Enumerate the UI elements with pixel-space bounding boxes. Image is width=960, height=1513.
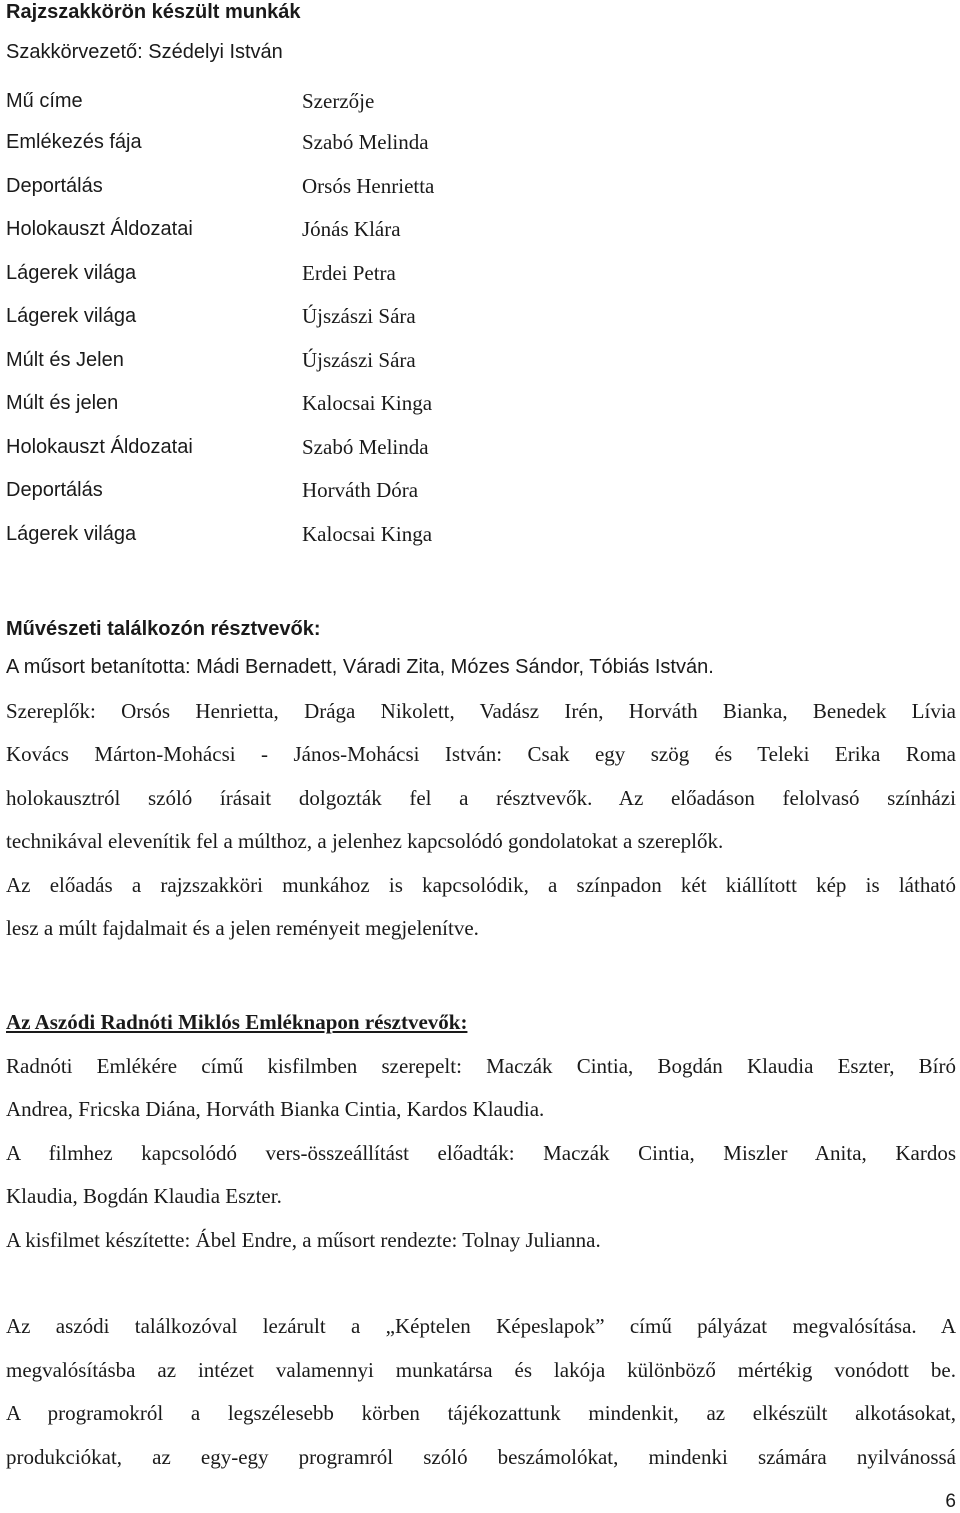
- section-title: Művészeti találkozón résztvevők:: [6, 618, 321, 640]
- work-title: Holokauszt Áldozatai: [6, 435, 193, 458]
- text-line: Radnóti Emlékére című kisfilmben szerepelt: Maczák Cintia, Bogdán Klaudia Eszter, Bíró: [6, 1053, 956, 1078]
- text-line: A kisfilmet készítette: Ábel Endre, a műsort rendezte: Tolnay Julianna.: [6, 1227, 601, 1252]
- work-title: Lágerek világa: [6, 261, 137, 284]
- text-line: lesz a múlt fajdalmait és a jelen reményeit megjelenítve.: [6, 916, 479, 940]
- work-author: Újszászi Sára: [302, 304, 416, 329]
- work-title: Lágerek világa: [6, 305, 137, 328]
- text-line: megvalósításba az intézet valamennyi munkatársa és lakója különböző mértékig vonódott be.: [6, 1357, 956, 1382]
- work-title: Lágerek világa: [6, 522, 137, 545]
- poem-paragraph: [6, 1132, 956, 1219]
- work-author: Erdei Petra: [302, 260, 396, 285]
- section-art-meeting: [6, 612, 956, 951]
- work-title: Deportálás: [6, 174, 103, 197]
- text-line: Az aszódi találkozóval lezárult a „Képtelen Képeslapok” című pályázat megvalósítása. A: [6, 1314, 956, 1338]
- section-radnoti-day: [6, 1001, 956, 1262]
- page-number: 6: [945, 1491, 956, 1512]
- work-author: Orsós Henrietta: [302, 173, 435, 198]
- table-row: [6, 165, 956, 209]
- text-line: A programokról a legszélesebb körben tájékozattunk mindenkit, az elkészült alkotásokat,: [6, 1401, 956, 1425]
- text-line: Szereplők: Orsós Henrietta, Drága Nikolett, Vadász Irén, Horváth Bianka, Benedek Lívia: [6, 698, 956, 723]
- column-header-author: Szerzője: [302, 88, 375, 113]
- cast-paragraph: [6, 690, 956, 864]
- works-table: [6, 121, 956, 556]
- section-title: Rajzszakkörön készült munkák: [6, 1, 301, 23]
- table-row: [6, 252, 956, 296]
- table-row: [6, 426, 956, 470]
- table-row: [6, 382, 956, 426]
- table-row: [6, 469, 956, 513]
- work-author: Kalocsai Kinga: [302, 521, 433, 546]
- text-line: A filmhez kapcsolódó vers-összeállítást előadták: Maczák Cintia, Miszler Anita, Kardos: [6, 1140, 956, 1165]
- work-author: Jónás Klára: [302, 217, 401, 242]
- work-title: Deportálás: [6, 479, 103, 502]
- work-author: Horváth Dóra: [302, 478, 419, 503]
- text-line: produkciókat, az egy-egy programról szóló beszámolókat, mindenki számára nyilvánossá: [6, 1444, 956, 1469]
- closing-paragraph: [6, 1305, 956, 1479]
- work-author: Szabó Melinda: [302, 434, 429, 459]
- text-line: technikával elevenítik fel a múlthoz, a jelenhez kapcsolódó gondolatokat a szereplők.: [6, 829, 724, 853]
- work-title: Emlékezés fája: [6, 131, 142, 154]
- text-line: Klaudia, Bogdán Klaudia Eszter.: [6, 1184, 282, 1208]
- work-author: Újszászi Sára: [302, 347, 416, 372]
- text-line: Kovács Márton-Mohácsi - János-Mohácsi István: Csak egy szög és Teleki Erika Roma: [6, 742, 956, 766]
- works-table-header: [6, 81, 956, 121]
- section-drawing-club: [6, 0, 956, 556]
- work-title: Holokauszt Áldozatai: [6, 218, 193, 241]
- work-author: Kalocsai Kinga: [302, 391, 433, 416]
- taught-by: A műsort betanította: Mádi Bernadett, Váradi Zita, Mózes Sándor, Tóbiás István.: [6, 656, 714, 678]
- credits-paragraph: [6, 1219, 956, 1263]
- table-row: [6, 513, 956, 557]
- performance-paragraph: [6, 864, 956, 951]
- work-title: Múlt és jelen: [6, 392, 119, 415]
- column-header-title: Mű címe: [6, 89, 83, 112]
- film-cast-paragraph: [6, 1045, 956, 1132]
- work-author: Szabó Melinda: [302, 130, 429, 155]
- text-line: Andrea, Fricska Diána, Horváth Bianka Cintia, Kardos Klaudia.: [6, 1097, 545, 1121]
- section-title: Az Aszódi Radnóti Miklós Emléknapon résztvevők:: [6, 1010, 468, 1034]
- table-row: [6, 208, 956, 252]
- section-closing: [6, 1305, 956, 1479]
- work-title: Múlt és Jelen: [6, 348, 124, 371]
- table-row: [6, 339, 956, 383]
- club-leader: Szakkörvezető: Szédelyi István: [6, 41, 283, 63]
- table-row: [6, 295, 956, 339]
- text-line: Az előadás a rajzszakköri munkához is kapcsolódik, a színpadon két kiállított kép is látható: [6, 872, 956, 897]
- table-row: [6, 121, 956, 165]
- text-line: holokausztról szóló írásait dolgozták fel a résztvevők. Az előadáson felolvasó színházi: [6, 785, 956, 810]
